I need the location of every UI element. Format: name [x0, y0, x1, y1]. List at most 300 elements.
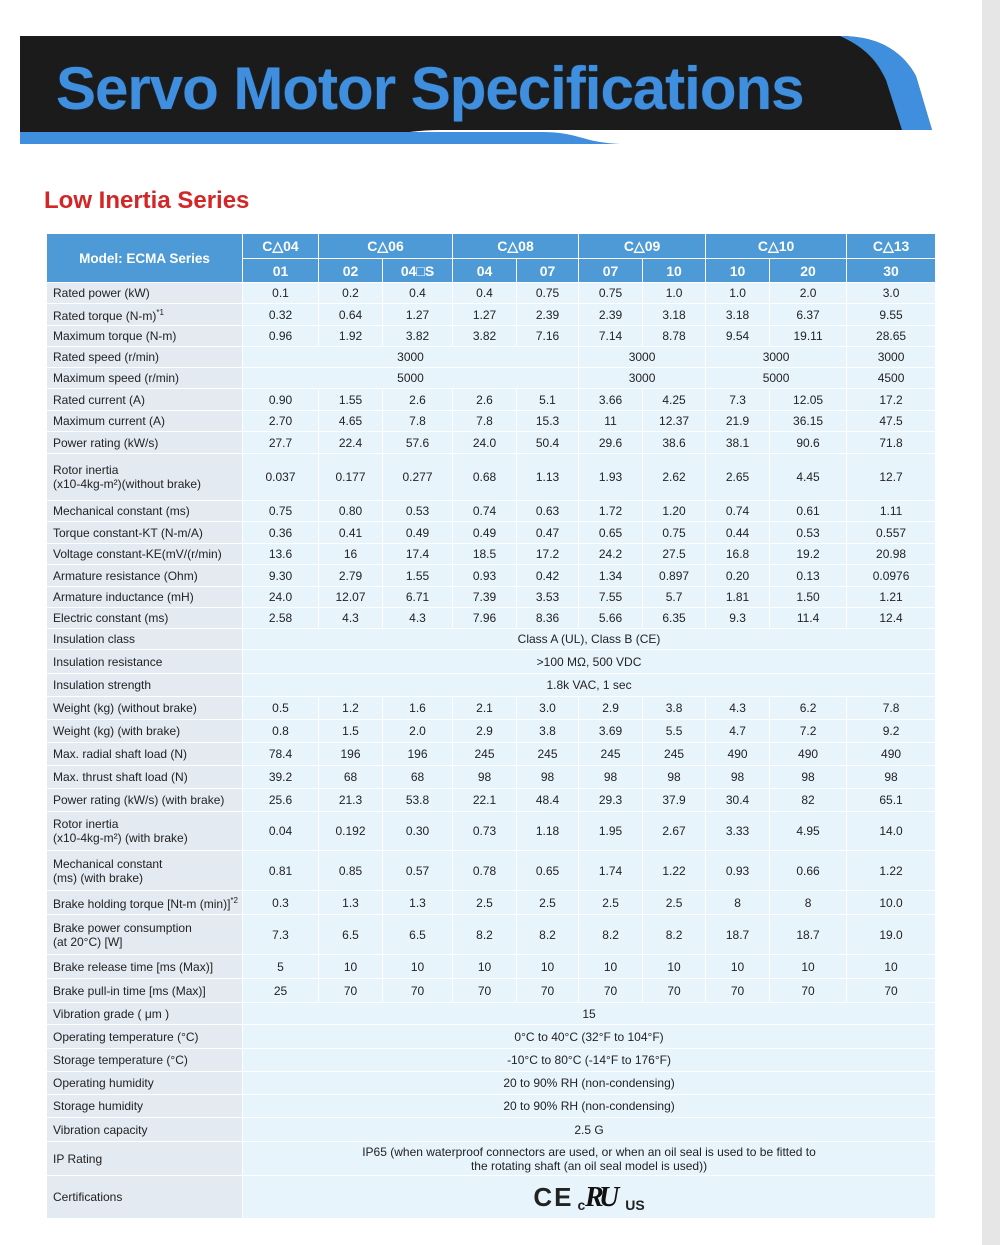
value-cell: 9.30: [243, 565, 319, 587]
table-row: [47, 915, 936, 955]
model-series-header: Model: ECMA Series: [47, 234, 243, 283]
value-cell: 490: [770, 743, 847, 766]
value-cell: 245: [643, 743, 706, 766]
value-cell: 2.39: [579, 304, 643, 326]
row-label: [47, 347, 243, 368]
value-cell: 4.3: [706, 697, 770, 720]
value-cell: 12.7: [847, 454, 936, 501]
value-cell: 2.0: [383, 720, 453, 743]
value-cell: 50.4: [517, 432, 579, 454]
value-cell: 6.35: [643, 608, 706, 629]
row-label-text: Brake holding torque [Nt-m (min)]: [53, 897, 231, 911]
value-cell: 0.2: [319, 283, 383, 304]
row-label-text: Vibration capacity: [53, 1122, 148, 1137]
value-cell: 0.177: [319, 454, 383, 501]
row-label: [47, 1072, 243, 1095]
value-cell: 1.92: [319, 326, 383, 347]
table-row: [47, 454, 936, 501]
value-cell: 0.66: [770, 851, 847, 891]
merged-value-cell: [243, 1025, 936, 1049]
value-cell: 98: [847, 766, 936, 789]
value-cell: 0.96: [243, 326, 319, 347]
row-label-text: Insulation strength: [53, 678, 152, 692]
value-cell: 0.53: [770, 522, 847, 544]
table-row: [47, 812, 936, 851]
value-cell: 0.42: [517, 565, 579, 587]
row-label-text: Rotor inertia: [53, 463, 119, 477]
value-cell: 3000: [579, 368, 706, 389]
table-row: [47, 697, 936, 720]
value-cell: 16.8: [706, 544, 770, 565]
value-cell: 1.22: [643, 851, 706, 891]
table-row: [47, 1118, 936, 1142]
value-cell: 5.66: [579, 608, 643, 629]
row-label: [47, 766, 243, 789]
value-cell: 5: [243, 955, 319, 979]
row-label-text: Brake power consumption: [53, 920, 192, 935]
row-label-text: Armature inductance (mH): [53, 590, 194, 604]
table-row: [47, 304, 936, 326]
value-cell: 1.72: [579, 501, 643, 522]
value-cell: 70: [770, 979, 847, 1003]
value-cell: 7.2: [770, 720, 847, 743]
value-cell: 0.65: [579, 522, 643, 544]
ul-c-mark: c: [577, 1196, 586, 1213]
value-cell: 8.36: [517, 608, 579, 629]
merged-value-cell: [243, 1003, 936, 1025]
value-cell: 11.4: [770, 608, 847, 629]
value-cell: 6.2: [770, 697, 847, 720]
value-cell: 3.8: [517, 720, 579, 743]
code-header: 07: [517, 259, 579, 283]
table-row: [47, 891, 936, 915]
merged-value-cell: [243, 1049, 936, 1072]
value-cell: 70: [319, 979, 383, 1003]
frame-header: C△13: [847, 234, 936, 259]
value-cell: 12.37: [643, 411, 706, 432]
merged-value-text: 15: [582, 1006, 596, 1021]
value-cell: 196: [319, 743, 383, 766]
value-cell: 0.4: [383, 283, 453, 304]
value-cell: 3000: [706, 347, 847, 368]
value-cell: 0.78: [453, 851, 517, 891]
merged-value-cell: [243, 650, 936, 674]
row-label-text: Weight (kg) (without brake): [53, 701, 197, 715]
value-cell: 24.2: [579, 544, 643, 565]
value-cell: 12.07: [319, 587, 383, 608]
value-cell: 0.037: [243, 454, 319, 501]
code-header: 02: [319, 259, 383, 283]
row-label: [47, 720, 243, 743]
value-cell: 6.5: [383, 915, 453, 955]
value-cell: 5.1: [517, 389, 579, 411]
row-label-text: Certifications: [53, 1190, 123, 1204]
row-label-text: Power rating (kW/s): [53, 435, 159, 450]
page-scrollbar-track: [982, 0, 1000, 1245]
value-cell: 1.18: [517, 812, 579, 851]
value-cell: 0.75: [517, 283, 579, 304]
value-cell: 39.2: [243, 766, 319, 789]
table-row: [47, 608, 936, 629]
value-cell: 2.67: [643, 812, 706, 851]
row-label-note: *2: [230, 896, 238, 905]
value-cell: 7.55: [579, 587, 643, 608]
value-cell: 70: [383, 979, 453, 1003]
value-cell: 0.64: [319, 304, 383, 326]
value-cell: 9.54: [706, 326, 770, 347]
row-label: [47, 368, 243, 389]
table-row: [47, 955, 936, 979]
row-label-text: Electric constant (ms): [53, 611, 169, 625]
value-cell: 82: [770, 789, 847, 812]
value-cell: 3.33: [706, 812, 770, 851]
value-cell: 196: [383, 743, 453, 766]
value-cell: 3000: [847, 347, 936, 368]
merged-value-text: 2.5 G: [574, 1122, 604, 1137]
value-cell: 7.8: [383, 411, 453, 432]
value-cell: 10: [517, 955, 579, 979]
value-cell: 3000: [579, 347, 706, 368]
value-cell: 0.63: [517, 501, 579, 522]
value-cell: 3000: [243, 347, 579, 368]
value-cell: 27.5: [643, 544, 706, 565]
value-cell: 12.05: [770, 389, 847, 411]
value-cell: 4.3: [383, 608, 453, 629]
value-cell: 10: [579, 955, 643, 979]
row-label: [47, 979, 243, 1003]
ul-us-mark: US: [625, 1196, 645, 1213]
value-cell: 0.30: [383, 812, 453, 851]
row-label-text-line2: (at 20°C) [W]: [53, 934, 123, 949]
table-row: [47, 411, 936, 432]
value-cell: 2.5: [517, 891, 579, 915]
value-cell: 6.5: [319, 915, 383, 955]
frame-header: C△08: [453, 234, 579, 259]
table-row: [47, 743, 936, 766]
merged-value-cell: [243, 674, 936, 697]
row-label: [47, 326, 243, 347]
row-label-text: Max. thrust shaft load (N): [53, 770, 188, 784]
value-cell: 5.7: [643, 587, 706, 608]
value-cell: 18.7: [770, 915, 847, 955]
row-label: [47, 851, 243, 891]
value-cell: 19.2: [770, 544, 847, 565]
row-label: [47, 789, 243, 812]
value-cell: 22.4: [319, 432, 383, 454]
frame-header: C△10: [706, 234, 847, 259]
value-cell: 19.0: [847, 915, 936, 955]
series-title: Low Inertia Series: [44, 187, 250, 214]
value-cell: 7.16: [517, 326, 579, 347]
value-cell: 98: [579, 766, 643, 789]
value-cell: 70: [706, 979, 770, 1003]
row-label-text: Maximum current (A): [53, 414, 166, 428]
value-cell: 10: [319, 955, 383, 979]
value-cell: 10: [383, 955, 453, 979]
value-cell: 1.93: [579, 454, 643, 501]
value-cell: 4.7: [706, 720, 770, 743]
ce-mark: CE: [533, 1181, 574, 1212]
row-label: [47, 1118, 243, 1142]
value-cell: 3.53: [517, 587, 579, 608]
value-cell: 2.6: [383, 389, 453, 411]
value-cell: 5000: [706, 368, 847, 389]
row-label-text: Storage humidity: [53, 1099, 144, 1113]
value-cell: 7.14: [579, 326, 643, 347]
row-label: [47, 891, 243, 915]
value-cell: 8: [770, 891, 847, 915]
value-cell: 1.11: [847, 501, 936, 522]
value-cell: 12.4: [847, 608, 936, 629]
value-cell: 7.3: [243, 915, 319, 955]
value-cell: 24.0: [453, 432, 517, 454]
row-label: [47, 1025, 243, 1049]
value-cell: 0.0976: [847, 565, 936, 587]
code-header: 07: [579, 259, 643, 283]
table-row: [47, 1049, 936, 1072]
value-cell: 1.34: [579, 565, 643, 587]
row-label-text-line2: (x10-4kg-m²)(without brake): [53, 477, 202, 491]
value-cell: 1.3: [319, 891, 383, 915]
value-cell: 8.2: [453, 915, 517, 955]
row-label: [47, 674, 243, 697]
row-label-text: Rated speed (r/min): [53, 350, 160, 364]
value-cell: 2.5: [643, 891, 706, 915]
value-cell: 2.39: [517, 304, 579, 326]
value-cell: 29.6: [579, 432, 643, 454]
code-header: 10: [706, 259, 770, 283]
value-cell: 0.93: [706, 851, 770, 891]
value-cell: 10: [847, 955, 936, 979]
value-cell: 245: [579, 743, 643, 766]
value-cell: 0.3: [243, 891, 319, 915]
value-cell: 3.18: [706, 304, 770, 326]
value-cell: 8.2: [579, 915, 643, 955]
row-label: [47, 411, 243, 432]
value-cell: 2.0: [770, 283, 847, 304]
row-label-text: Voltage constant-KE(mV/(r/min): [53, 547, 222, 561]
merged-value-text: >100 MΩ, 500 VDC: [536, 654, 642, 669]
value-cell: 1.55: [383, 565, 453, 587]
value-cell: 2.65: [706, 454, 770, 501]
table-row: [47, 979, 936, 1003]
table-row: [47, 347, 936, 368]
value-cell: 7.39: [453, 587, 517, 608]
value-cell: 4.25: [643, 389, 706, 411]
value-cell: 18.7: [706, 915, 770, 955]
value-cell: 0.897: [643, 565, 706, 587]
merged-value-text: Class A (UL), Class B (CE): [517, 632, 661, 646]
value-cell: 0.53: [383, 501, 453, 522]
merged-value-text: 0°C to 40°C (32°F to 104°F): [514, 1029, 664, 1044]
value-cell: 24.0: [243, 587, 319, 608]
value-cell: 38.1: [706, 432, 770, 454]
row-label: [47, 650, 243, 674]
frame-header: C△06: [319, 234, 453, 259]
value-cell: 70: [579, 979, 643, 1003]
value-cell: 10: [770, 955, 847, 979]
table-row: [47, 522, 936, 544]
value-cell: 8.2: [643, 915, 706, 955]
row-label: [47, 283, 243, 304]
value-cell: 38.6: [643, 432, 706, 454]
table-row: [47, 432, 936, 454]
row-label-text: Rated torque (N-m): [53, 309, 157, 323]
value-cell: 1.5: [319, 720, 383, 743]
value-cell: 8.2: [517, 915, 579, 955]
value-cell: 19.11: [770, 326, 847, 347]
value-cell: 0.557: [847, 522, 936, 544]
table-row: [47, 544, 936, 565]
row-label: [47, 608, 243, 629]
value-cell: 10: [453, 955, 517, 979]
value-cell: 0.1: [243, 283, 319, 304]
value-cell: 47.5: [847, 411, 936, 432]
value-cell: 17.2: [847, 389, 936, 411]
value-cell: 3.8: [643, 697, 706, 720]
row-label-text: IP Rating: [53, 1151, 103, 1166]
value-cell: 3.69: [579, 720, 643, 743]
row-label-text: Power rating (kW/s) (with brake): [53, 793, 225, 807]
row-label-text: Insulation resistance: [53, 654, 163, 669]
merged-value-cell: [243, 1072, 936, 1095]
code-header: 20: [770, 259, 847, 283]
value-cell: 0.75: [579, 283, 643, 304]
value-cell: 0.74: [453, 501, 517, 522]
row-label-text: Operating humidity: [53, 1076, 154, 1090]
table-row: [47, 1025, 936, 1049]
row-label: [47, 1095, 243, 1118]
row-label: [47, 1049, 243, 1072]
value-cell: 2.5: [453, 891, 517, 915]
value-cell: 1.95: [579, 812, 643, 851]
row-label: [47, 544, 243, 565]
ul-icon: [585, 1182, 625, 1212]
value-cell: 490: [847, 743, 936, 766]
row-label: [47, 304, 243, 326]
value-cell: 1.20: [643, 501, 706, 522]
value-cell: 1.0: [643, 283, 706, 304]
value-cell: 11: [579, 411, 643, 432]
value-cell: 1.13: [517, 454, 579, 501]
merged-value-text: -10°C to 80°C (-14°F to 176°F): [507, 1053, 671, 1067]
row-label-text: Armature resistance (Ohm): [53, 568, 198, 583]
value-cell: 68: [319, 766, 383, 789]
value-cell: 0.32: [243, 304, 319, 326]
value-cell: 5000: [243, 368, 579, 389]
merged-value-text: 20 to 90% RH (non-condensing): [503, 1076, 675, 1090]
value-cell: 4500: [847, 368, 936, 389]
value-cell: 8.78: [643, 326, 706, 347]
table-row: [47, 789, 936, 812]
value-cell: 4.95: [770, 812, 847, 851]
value-cell: 7.96: [453, 608, 517, 629]
value-cell: 98: [770, 766, 847, 789]
row-label: [47, 743, 243, 766]
merged-value-cell: [243, 1118, 936, 1142]
table-row: [47, 720, 936, 743]
value-cell: 0.277: [383, 454, 453, 501]
value-cell: 2.70: [243, 411, 319, 432]
value-cell: 18.5: [453, 544, 517, 565]
code-header: 01: [243, 259, 319, 283]
value-cell: 0.192: [319, 812, 383, 851]
value-cell: 70: [847, 979, 936, 1003]
value-cell: 25: [243, 979, 319, 1003]
value-cell: 3.0: [517, 697, 579, 720]
merged-value-cell: [243, 1095, 936, 1118]
value-cell: 0.74: [706, 501, 770, 522]
value-cell: 25.6: [243, 789, 319, 812]
value-cell: 9.2: [847, 720, 936, 743]
value-cell: 0.04: [243, 812, 319, 851]
value-cell: 10.0: [847, 891, 936, 915]
table-row: [47, 283, 936, 304]
code-header: 10: [643, 259, 706, 283]
value-cell: 490: [706, 743, 770, 766]
row-label: [47, 501, 243, 522]
table-row: [47, 501, 936, 522]
row-label-text: Max. radial shaft load (N): [53, 747, 188, 761]
row-label: [47, 587, 243, 608]
value-cell: 98: [706, 766, 770, 789]
row-label: [47, 1176, 243, 1219]
value-cell: 0.13: [770, 565, 847, 587]
value-cell: 1.22: [847, 851, 936, 891]
svg-text:R: R: [585, 1182, 604, 1209]
frame-header: C△09: [579, 234, 706, 259]
merged-value-text: the rotating shaft (an oil seal model is used)): [470, 1158, 708, 1173]
value-cell: 78.4: [243, 743, 319, 766]
value-cell: 0.49: [453, 522, 517, 544]
value-cell: 7.3: [706, 389, 770, 411]
value-cell: 29.3: [579, 789, 643, 812]
value-cell: 1.2: [319, 697, 383, 720]
row-label-text: Mechanical constant (ms): [53, 504, 190, 518]
row-label-text: Maximum speed (r/min): [53, 371, 180, 385]
value-cell: 53.8: [383, 789, 453, 812]
row-label-text: Torque constant-KT (N-m/A): [53, 525, 203, 540]
value-cell: 57.6: [383, 432, 453, 454]
table-row: [47, 1176, 936, 1219]
title-banner: [20, 36, 940, 146]
value-cell: 98: [517, 766, 579, 789]
value-cell: 0.80: [319, 501, 383, 522]
row-label: [47, 915, 243, 955]
row-label: [47, 1142, 243, 1176]
value-cell: 2.9: [579, 697, 643, 720]
merged-value-cell: [243, 629, 936, 650]
value-cell: 1.6: [383, 697, 453, 720]
table-row: [47, 1003, 936, 1025]
value-cell: 65.1: [847, 789, 936, 812]
table-row: [47, 851, 936, 891]
value-cell: 0.41: [319, 522, 383, 544]
table-row: [47, 1095, 936, 1118]
value-cell: 27.7: [243, 432, 319, 454]
value-cell: 7.8: [453, 411, 517, 432]
value-cell: 3.0: [847, 283, 936, 304]
value-cell: 1.3: [383, 891, 453, 915]
row-label-text: Rated current (A): [53, 392, 146, 407]
code-header: 04: [453, 259, 517, 283]
value-cell: 4.65: [319, 411, 383, 432]
value-cell: 0.93: [453, 565, 517, 587]
value-cell: 8: [706, 891, 770, 915]
value-cell: 36.15: [770, 411, 847, 432]
value-cell: 14.0: [847, 812, 936, 851]
table-row: [47, 674, 936, 697]
